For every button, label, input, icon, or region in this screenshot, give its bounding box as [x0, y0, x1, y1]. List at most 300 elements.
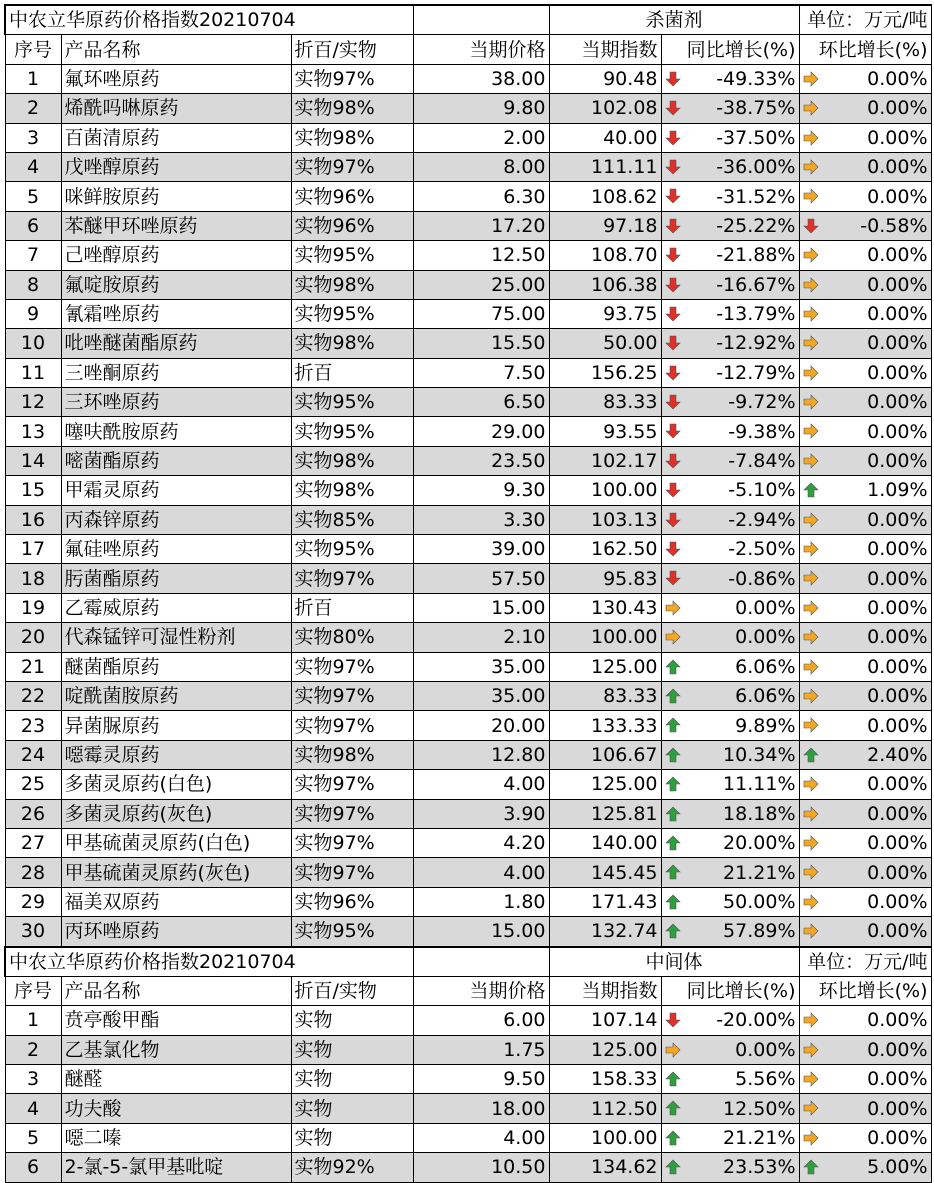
yoy-change-cell [661, 652, 799, 681]
arrow-right-icon [665, 629, 681, 645]
price-index-sheet [4, 4, 932, 1183]
product-name: 多菌灵原药(白色) [61, 770, 291, 799]
row-number: 20 [5, 623, 61, 652]
price-value: 15.50 [413, 329, 549, 358]
row-number: 15 [5, 476, 61, 505]
product-name: 丙环唑原药 [61, 917, 291, 947]
mom-change-value: 5.00% [867, 1156, 928, 1179]
mom-change-value: 0.00% [867, 626, 928, 649]
column-header-row [5, 35, 931, 64]
mom-change-value: 0.00% [867, 332, 928, 355]
arrow-right-icon [665, 600, 681, 616]
mom-change-cell [799, 1123, 931, 1152]
arrow-right-icon [803, 806, 819, 822]
arrow-down-icon [665, 100, 681, 116]
price-value: 12.80 [413, 740, 549, 769]
mom-change-cell [799, 623, 931, 652]
row-number: 28 [5, 858, 61, 887]
product-name: 百菌清原药 [61, 123, 291, 152]
arrow-right-icon [803, 365, 819, 381]
arrow-down-icon [803, 218, 819, 234]
yoy-change-value: 50.00% [723, 890, 796, 913]
yoy-change-value: -16.67% [716, 273, 796, 296]
mom-change-value: 0.00% [867, 890, 928, 913]
header-price: 当期价格 [413, 35, 549, 64]
spec-value: 实物95% [291, 917, 413, 947]
yoy-change-value: 6.06% [735, 685, 796, 708]
yoy-change-cell [661, 476, 799, 505]
price-value: 10.50 [413, 1153, 549, 1182]
table-row [5, 152, 931, 181]
arrow-up-icon [665, 1159, 681, 1175]
spec-value: 实物97% [291, 64, 413, 93]
spec-value: 实物98% [291, 123, 413, 152]
arrow-right-icon [803, 629, 819, 645]
product-name: 啶酰菌胺原药 [61, 681, 291, 710]
yoy-change-value: -2.94% [728, 508, 796, 531]
arrow-up-icon [665, 776, 681, 792]
yoy-change-cell [661, 1065, 799, 1094]
price-value: 15.00 [413, 593, 549, 622]
yoy-change-cell [661, 1123, 799, 1152]
mom-change-cell [799, 652, 931, 681]
row-number: 29 [5, 887, 61, 916]
product-name: 醚菌酯原药 [61, 652, 291, 681]
product-name: 醚醛 [61, 1065, 291, 1094]
table-row [5, 211, 931, 240]
yoy-change-cell [661, 417, 799, 446]
arrow-down-icon [665, 541, 681, 557]
yoy-change-cell [661, 241, 799, 270]
price-value: 4.00 [413, 770, 549, 799]
mom-change-cell [799, 152, 931, 181]
product-name: 氰霜唑原药 [61, 299, 291, 328]
yoy-change-value: -31.52% [716, 185, 796, 208]
mom-change-value: 0.00% [867, 685, 928, 708]
mom-change-value: -0.58% [860, 214, 928, 237]
mom-change-cell [799, 828, 931, 857]
row-number: 23 [5, 711, 61, 740]
arrow-down-icon [665, 512, 681, 528]
product-name: 噻呋酰胺原药 [61, 417, 291, 446]
header-yoy: 同比增长(%) [661, 976, 799, 1005]
section-title-row [5, 947, 931, 977]
header-product-name: 产品名称 [61, 976, 291, 1005]
product-name: 2-氯-5-氯甲基吡啶 [61, 1153, 291, 1182]
index-value: 106.67 [549, 740, 661, 769]
yoy-change-cell [661, 535, 799, 564]
yoy-change-cell [661, 152, 799, 181]
arrow-right-icon [803, 717, 819, 733]
row-number: 26 [5, 799, 61, 828]
spec-value: 实物95% [291, 241, 413, 270]
header-spec: 折百/实物 [291, 35, 413, 64]
yoy-change-cell [661, 388, 799, 417]
spec-value: 实物98% [291, 329, 413, 358]
table-row [5, 740, 931, 769]
product-name: 甲基硫菌灵原药(灰色) [61, 858, 291, 887]
product-name: 代森锰锌可湿性粉剂 [61, 623, 291, 652]
table-row [5, 270, 931, 299]
header-mom: 环比增长(%) [799, 976, 931, 1005]
row-number: 2 [5, 1035, 61, 1064]
mom-change-cell [799, 388, 931, 417]
row-number: 8 [5, 270, 61, 299]
mom-change-value: 0.00% [867, 508, 928, 531]
spec-value: 实物92% [291, 1153, 413, 1182]
arrow-up-icon [665, 747, 681, 763]
mom-change-cell [799, 799, 931, 828]
index-value: 103.13 [549, 505, 661, 534]
arrow-down-icon [665, 130, 681, 146]
spec-value: 实物98% [291, 476, 413, 505]
arrow-down-icon [665, 306, 681, 322]
arrow-down-icon [665, 247, 681, 263]
arrow-right-icon [803, 688, 819, 704]
yoy-change-value: 20.00% [723, 832, 796, 855]
product-name: 乙基氯化物 [61, 1035, 291, 1064]
arrow-right-icon [803, 1130, 819, 1146]
yoy-change-value: -9.72% [728, 391, 796, 414]
arrow-down-icon [665, 482, 681, 498]
yoy-change-cell [661, 123, 799, 152]
row-number: 12 [5, 388, 61, 417]
table-row [5, 623, 931, 652]
yoy-change-value: 6.06% [735, 655, 796, 678]
product-name: 氟硅唑原药 [61, 535, 291, 564]
yoy-change-value: -37.50% [716, 126, 796, 149]
mom-change-cell [799, 358, 931, 387]
mom-change-cell [799, 887, 931, 916]
spec-value: 实物97% [291, 652, 413, 681]
product-name: 多菌灵原药(灰色) [61, 799, 291, 828]
arrow-right-icon [803, 835, 819, 851]
yoy-change-cell [661, 1094, 799, 1123]
table-row [5, 446, 931, 475]
mom-change-cell [799, 564, 931, 593]
arrow-down-icon [665, 453, 681, 469]
yoy-change-cell [661, 329, 799, 358]
index-value: 95.83 [549, 564, 661, 593]
product-name: 乙霉威原药 [61, 593, 291, 622]
product-name: 噁二嗪 [61, 1123, 291, 1152]
header-index-value: 当期指数 [549, 976, 661, 1005]
yoy-change-cell [661, 358, 799, 387]
mom-change-value: 0.00% [867, 420, 928, 443]
table-row [5, 858, 931, 887]
arrow-down-icon [665, 335, 681, 351]
arrow-right-icon [803, 600, 819, 616]
yoy-change-value: 18.18% [723, 802, 796, 825]
yoy-change-cell [661, 270, 799, 299]
mom-change-value: 0.00% [867, 156, 928, 179]
yoy-change-cell [661, 1035, 799, 1064]
arrow-up-icon [803, 747, 819, 763]
arrow-right-icon [803, 1042, 819, 1058]
arrow-down-icon [665, 218, 681, 234]
spec-value: 实物97% [291, 858, 413, 887]
index-value: 171.43 [549, 887, 661, 916]
mom-change-cell [799, 770, 931, 799]
price-value: 57.50 [413, 564, 549, 593]
table-row [5, 770, 931, 799]
table-row [5, 828, 931, 857]
index-value: 162.50 [549, 535, 661, 564]
spec-value: 实物95% [291, 535, 413, 564]
mom-change-cell [799, 535, 931, 564]
index-value: 133.33 [549, 711, 661, 740]
table-row [5, 799, 931, 828]
table-row [5, 917, 931, 947]
row-number: 9 [5, 299, 61, 328]
mom-change-value: 0.00% [867, 861, 928, 884]
table-row [5, 64, 931, 93]
yoy-change-value: 5.56% [735, 1068, 796, 1091]
mom-change-cell [799, 1065, 931, 1094]
section-title-spacer [413, 947, 549, 977]
mom-change-value: 0.00% [867, 67, 928, 90]
yoy-change-value: -49.33% [716, 67, 796, 90]
table-row [5, 1065, 931, 1094]
spec-value: 实物96% [291, 887, 413, 916]
arrow-right-icon [803, 776, 819, 792]
price-value: 12.50 [413, 241, 549, 270]
index-value: 107.14 [549, 1006, 661, 1035]
header-spec: 折百/实物 [291, 976, 413, 1005]
price-value: 35.00 [413, 652, 549, 681]
mom-change-cell [799, 94, 931, 123]
yoy-change-value: 21.21% [723, 1127, 796, 1150]
arrow-right-icon [803, 1100, 819, 1116]
table-row [5, 505, 931, 534]
arrow-down-icon [665, 570, 681, 586]
row-number: 1 [5, 1006, 61, 1035]
mom-change-value: 2.40% [867, 743, 928, 766]
header-product-name: 产品名称 [61, 35, 291, 64]
mom-change-value: 0.00% [867, 126, 928, 149]
mom-change-cell [799, 740, 931, 769]
yoy-change-value: -21.88% [716, 244, 796, 267]
arrow-up-icon [665, 806, 681, 822]
arrow-right-icon [803, 423, 819, 439]
yoy-change-value: 0.00% [735, 597, 796, 619]
row-number: 14 [5, 446, 61, 475]
index-value: 140.00 [549, 828, 661, 857]
mom-change-cell [799, 182, 931, 211]
product-name: 贲亭酸甲酯 [61, 1006, 291, 1035]
arrow-up-icon [665, 717, 681, 733]
arrow-right-icon [803, 247, 819, 263]
arrow-right-icon [803, 512, 819, 528]
table-row [5, 182, 931, 211]
spec-value: 折百 [291, 593, 413, 622]
index-value: 130.43 [549, 593, 661, 622]
arrow-down-icon [665, 159, 681, 175]
mom-change-cell [799, 446, 931, 475]
header-index: 序号 [5, 35, 61, 64]
row-number: 16 [5, 505, 61, 534]
yoy-change-cell [661, 182, 799, 211]
index-value: 83.33 [549, 388, 661, 417]
arrow-down-icon [665, 277, 681, 293]
table-row [5, 1123, 931, 1152]
yoy-change-value: 12.50% [723, 1097, 796, 1120]
product-name: 三环唑原药 [61, 388, 291, 417]
price-value: 9.50 [413, 1065, 549, 1094]
product-name: 丙森锌原药 [61, 505, 291, 534]
yoy-change-cell [661, 740, 799, 769]
spec-value: 实物95% [291, 417, 413, 446]
table-row [5, 358, 931, 387]
arrow-right-icon [803, 188, 819, 204]
row-number: 22 [5, 681, 61, 710]
mom-change-value: 0.00% [867, 450, 928, 473]
arrow-up-icon [665, 688, 681, 704]
yoy-change-cell [661, 94, 799, 123]
product-name: 氟啶胺原药 [61, 270, 291, 299]
mom-change-value: 0.00% [867, 1097, 928, 1120]
spec-value: 实物98% [291, 740, 413, 769]
price-value: 4.00 [413, 858, 549, 887]
price-value: 6.00 [413, 1006, 549, 1035]
arrow-up-icon [665, 864, 681, 880]
table-row [5, 94, 931, 123]
table-row [5, 1153, 931, 1182]
section-category: 杀菌剂 [549, 5, 799, 35]
yoy-change-value: 10.34% [723, 743, 796, 766]
product-name: 功夫酸 [61, 1094, 291, 1123]
arrow-down-icon [665, 71, 681, 87]
arrow-down-icon [665, 188, 681, 204]
mom-change-value: 0.00% [867, 1038, 928, 1061]
price-value: 35.00 [413, 681, 549, 710]
index-value: 106.38 [549, 270, 661, 299]
index-value: 145.45 [549, 858, 661, 887]
table-row [5, 681, 931, 710]
yoy-change-value: 0.00% [735, 1038, 796, 1061]
spec-value: 实物95% [291, 388, 413, 417]
price-value: 23.50 [413, 446, 549, 475]
arrow-down-icon [665, 423, 681, 439]
index-value: 100.00 [549, 1123, 661, 1152]
row-number: 1 [5, 64, 61, 93]
row-number: 3 [5, 1065, 61, 1094]
yoy-change-value: 9.89% [735, 714, 796, 737]
section-title-row [5, 5, 931, 35]
index-value: 100.00 [549, 476, 661, 505]
spec-value: 实物 [291, 1065, 413, 1094]
index-value: 158.33 [549, 1065, 661, 1094]
index-value: 93.75 [549, 299, 661, 328]
header-index-value: 当期指数 [549, 35, 661, 64]
table-row [5, 711, 931, 740]
mom-change-value: 0.00% [867, 597, 928, 619]
index-value: 134.62 [549, 1153, 661, 1182]
price-value: 15.00 [413, 917, 549, 947]
mom-change-value: 1.09% [867, 479, 928, 502]
price-value: 75.00 [413, 299, 549, 328]
section-title-spacer [413, 5, 549, 35]
mom-change-value: 0.00% [867, 391, 928, 414]
mom-change-value: 0.00% [867, 714, 928, 737]
arrow-right-icon [803, 306, 819, 322]
product-name: 戊唑醇原药 [61, 152, 291, 181]
mom-change-value: 0.00% [867, 567, 928, 590]
index-value: 102.08 [549, 94, 661, 123]
product-name: 肟菌酯原药 [61, 564, 291, 593]
price-value: 8.00 [413, 152, 549, 181]
arrow-right-icon [803, 923, 819, 939]
mom-change-value: 0.00% [867, 97, 928, 120]
mom-change-cell [799, 858, 931, 887]
yoy-change-cell [661, 623, 799, 652]
yoy-change-cell [661, 770, 799, 799]
section-title: 中农立华原药价格指数20210704 [5, 5, 413, 35]
mom-change-cell [799, 417, 931, 446]
price-value: 4.20 [413, 828, 549, 857]
row-number: 4 [5, 1094, 61, 1123]
row-number: 7 [5, 241, 61, 270]
mom-change-value: 0.00% [867, 538, 928, 561]
mom-change-cell [799, 505, 931, 534]
price-value: 1.80 [413, 887, 549, 916]
arrow-up-icon [665, 659, 681, 675]
spec-value: 实物96% [291, 182, 413, 211]
header-yoy: 同比增长(%) [661, 35, 799, 64]
arrow-right-icon [803, 335, 819, 351]
index-value: 90.48 [549, 64, 661, 93]
yoy-change-cell [661, 828, 799, 857]
yoy-change-cell [661, 299, 799, 328]
spec-value: 实物97% [291, 828, 413, 857]
row-number: 18 [5, 564, 61, 593]
table-row [5, 887, 931, 916]
yoy-change-cell [661, 711, 799, 740]
yoy-change-value: 23.53% [723, 1156, 796, 1179]
section-unit: 单位：万元/吨 [799, 947, 931, 977]
table-row [5, 593, 931, 622]
table-row [5, 476, 931, 505]
spec-value: 实物 [291, 1123, 413, 1152]
price-value: 2.00 [413, 123, 549, 152]
mom-change-cell [799, 711, 931, 740]
price-value: 29.00 [413, 417, 549, 446]
arrow-down-icon [665, 1012, 681, 1028]
arrow-up-icon [665, 1100, 681, 1116]
table-row [5, 299, 931, 328]
mom-change-value: 0.00% [867, 244, 928, 267]
product-name: 嘧菌酯原药 [61, 446, 291, 475]
index-value: 112.50 [549, 1094, 661, 1123]
arrow-right-icon [803, 1012, 819, 1028]
arrow-right-icon [803, 541, 819, 557]
product-name: 己唑醇原药 [61, 241, 291, 270]
mom-change-cell [799, 1035, 931, 1064]
spec-value: 实物97% [291, 152, 413, 181]
mom-change-value: 0.00% [867, 920, 928, 943]
header-price: 当期价格 [413, 976, 549, 1005]
index-value: 108.62 [549, 182, 661, 211]
index-value: 125.00 [549, 652, 661, 681]
arrow-up-icon [665, 923, 681, 939]
product-name: 烯酰吗啉原药 [61, 94, 291, 123]
arrow-right-icon [803, 130, 819, 146]
index-value: 93.55 [549, 417, 661, 446]
index-value: 125.00 [549, 770, 661, 799]
yoy-change-cell [661, 858, 799, 887]
mom-change-value: 0.00% [867, 1009, 928, 1032]
yoy-change-value: -5.10% [728, 479, 796, 502]
